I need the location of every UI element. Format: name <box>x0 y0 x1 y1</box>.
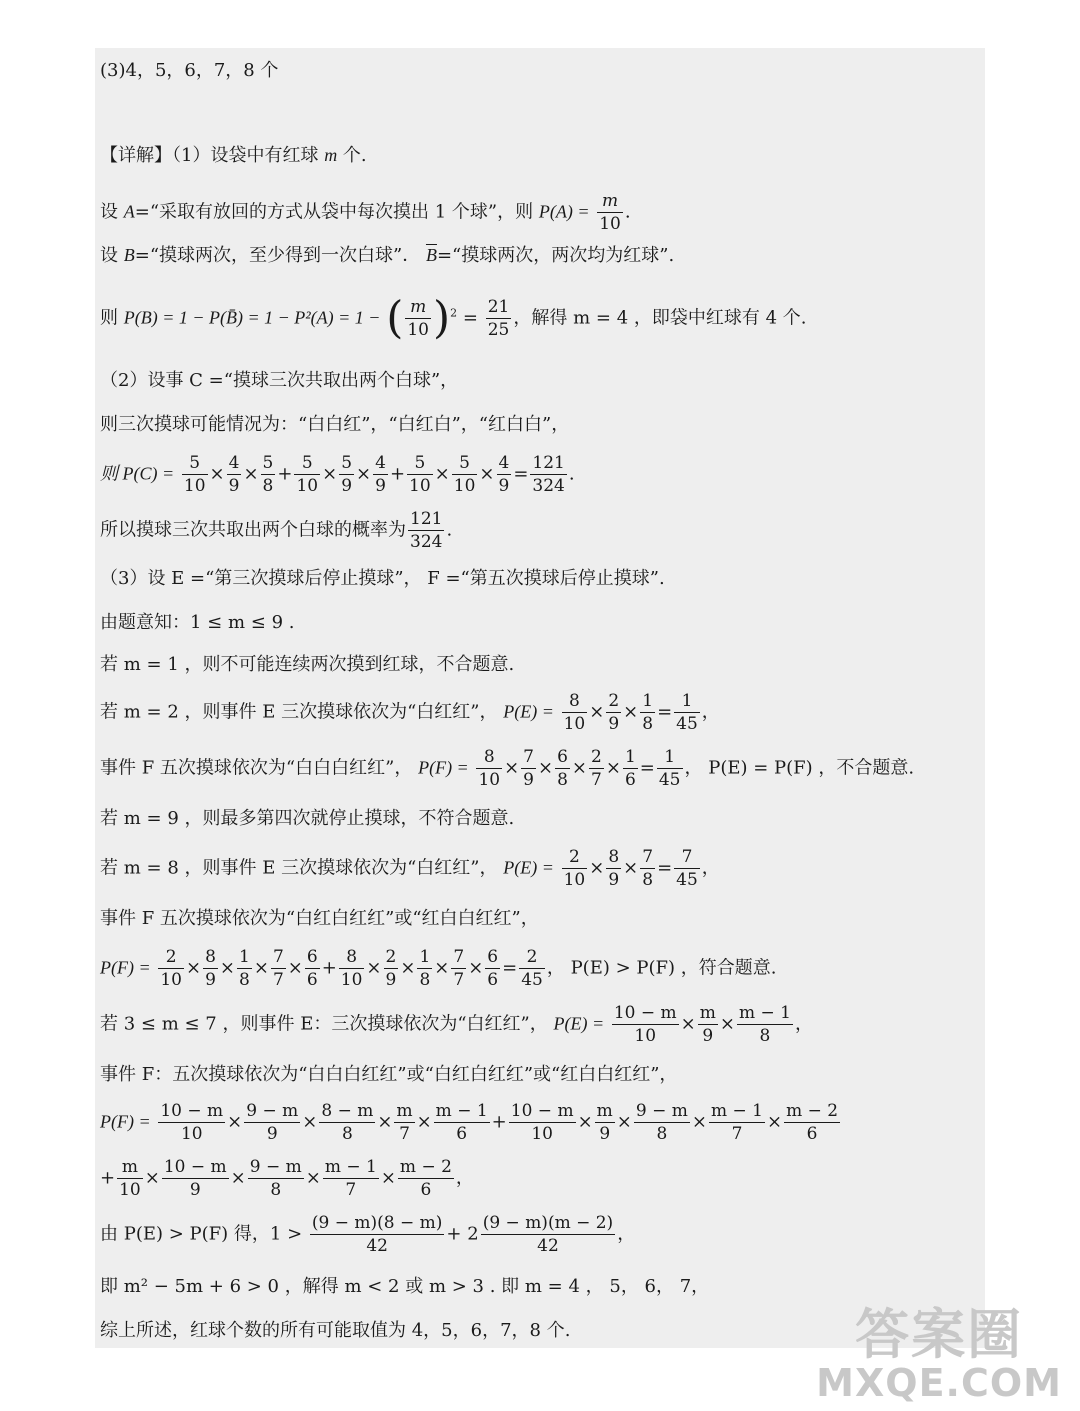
quadratic-line: 即 m² − 5m + 6 > 0 ，解得 m < 2 或 m > 3 . 即 m = 4 ， 5， 6， 7， <box>100 1276 710 1297</box>
watermark-logo: 答案圈 <box>855 1302 1024 1366</box>
summary-line: 综上所述，红球个数的所有可能取值为 4，5，6，7，8 个. <box>100 1320 571 1341</box>
part3-range: 由题意知：1 ≤ m ≤ 9 . <box>100 612 295 633</box>
detail-intro: 【详解】（1）设袋中有红球 m 个. <box>100 145 367 166</box>
part2-cases: 则三次摸球可能情况为：“白白红”，“白红白”，“红白白”， <box>100 414 570 435</box>
case-m8-f: P(F) = $\frac{2}{10}$ × $\frac{8}{9}$ × $\frac{1}{8}$ × $\frac{7}{7}$ × $\frac{6}{6}$ + $\frac{8}{10}$ × $\frac{2}{9}$ × $\frac{1}{8}$ × $\frac{7}{7}$ × $\frac{6}{6}$ = $\frac{2}{45}$ ， P(E) > P(F) ，符合题意. <box>100 947 777 990</box>
watermark-url: MXQE.COM <box>816 1361 1062 1405</box>
part2-conclusion: 所以摸球三次共取出两个白球的概率为 $\frac{121}{324}$ . <box>100 509 453 552</box>
watermark <box>816 1302 1062 1405</box>
case-general-e: 若 3 ≤ m ≤ 7 ，则事件 E：三次摸球依次为“白红红”， P(E) = $\frac{10 - m}{10}$ × $\frac{m}{9}$ × $\frac{m - 1}{8}$ ， <box>100 1003 813 1046</box>
case-m8-f-desc: 事件 F 五次摸球依次为“白红白红红”或“红白白红红”， <box>100 908 539 929</box>
detail-heading: 【详解】 <box>100 145 172 166</box>
answer-line: (3)4，5，6，7，8 个 <box>100 60 279 81</box>
part2-def: （2）设事 C =“摸球三次共取出两个白球”， <box>100 370 459 391</box>
case-m9: 若 m = 9 ，则最多第四次就停止摸球，不符合题意. <box>100 808 515 829</box>
pc-line: 则 P(C) = $\frac{5}{10}$ × $\frac{4}{9}$ × $\frac{5}{8}$ + $\frac{5}{10}$ × $\frac{5}{9}$ × $\frac{4}{9}$ + $\frac{5}{10}$ × $\frac{5}{10}$ × $\frac{4}{9}$ = $\frac{121}{324}$ . <box>100 453 575 496</box>
case-m1: 若 m = 1 ，则不可能连续两次摸到红球，不合题意. <box>100 654 515 675</box>
solve-1: 则 P(B) = 1 − P(B̄) = 1 − P²(A) = 1 − ( $\frac{m}{10}$ )$^2$ = $\frac{21}{25}$ ，解得 m = 4 ，即袋中红球有 4 个. <box>100 292 807 344</box>
case-m8-e: 若 m = 8 ，则事件 E 三次摸球依次为“白红红”， P(E) = $\frac{2}{10}$ × $\frac{8}{9}$ × $\frac{7}{8}$ = $\frac{7}{45}$ ， <box>100 847 720 890</box>
case-m2-f: 事件 F 五次摸球依次为“白白白红红”， P(F) = $\frac{8}{10}$ × $\frac{7}{9}$ × $\frac{6}{8}$ × $\frac{2}{7}$ × $\frac{1}{6}$ = $\frac{1}{45}$ ， P(E) = P(F) ，不合题意. <box>100 747 915 790</box>
def-a: 设 A=“采取有放回的方式从袋中每次摸出 1 个球”，则 P(A) = $\frac{m}{10}$ . <box>100 191 631 234</box>
inequality-line: 由 P(E) > P(F) 得，1 > $\frac{(9 - m)(8 - m)}{42}$ + 2 $\frac{(9 - m)(m - 2)}{42}$ ， <box>100 1213 636 1256</box>
case-general-f-desc: 事件 F：五次摸球依次为“白白白红红”或“白红白红红”或“红白白红红”， <box>100 1064 678 1085</box>
def-b: 设 B=“摸球两次，至少得到一次白球”． $\overline{B}=“$摸球两次，两次均为红球”. <box>100 245 675 266</box>
case-general-f-2: + $\frac{m}{10}$ × $\frac{10 - m}{9}$ × $\frac{9 - m}{8}$ × $\frac{m - 1}{7}$ × $\frac{m - 2}{6}$ ， <box>100 1157 474 1200</box>
case-general-f-1: P(F) = $\frac{10 - m}{10}$ × $\frac{9 - m}{9}$ × $\frac{8 - m}{8}$ × $\frac{m}{7}$ × $\frac{m - 1}{6}$ + $\frac{10 - m}{10}$ × $\frac{m}{9}$ × $\frac{9 - m}{8}$ × $\frac{m - 1}{7}$ × $\frac{m - 2}{6}$ <box>100 1101 839 1144</box>
part3-def: （3）设 E =“第三次摸球后停止摸球”， F =“第五次摸球后停止摸球”. <box>100 568 665 589</box>
case-m2-e: 若 m = 2 ，则事件 E 三次摸球依次为“白红红”， P(E) = $\frac{8}{10}$ × $\frac{2}{9}$ × $\frac{1}{8}$ = $\frac{1}{45}$ ， <box>100 691 720 734</box>
